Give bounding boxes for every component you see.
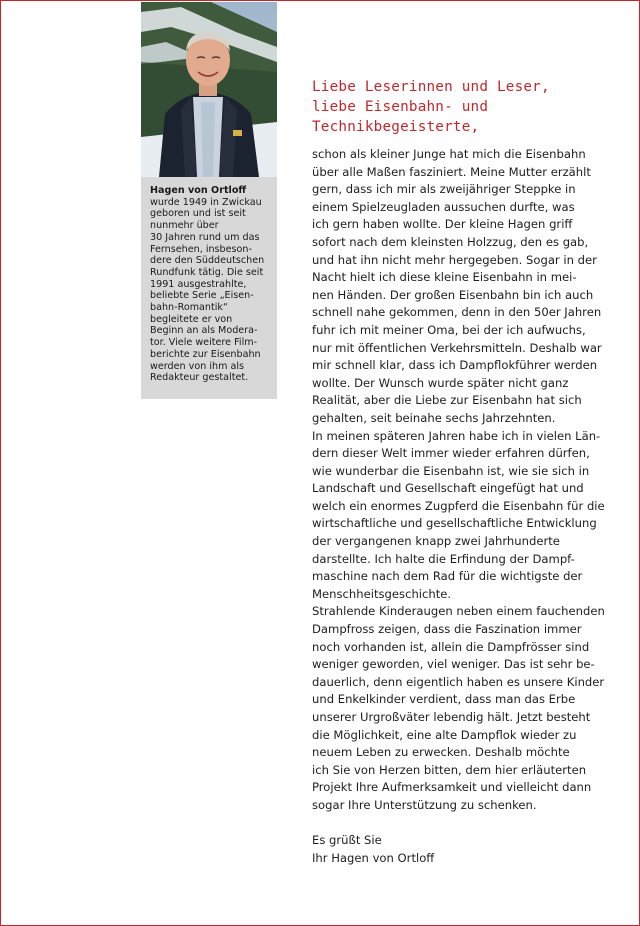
letter-line: gehalten, seit beinahe sechs Jahrzehnten. bbox=[312, 410, 556, 425]
letter-line: unserer Urgroßväter lebendig hält. Jetzt besteht bbox=[312, 710, 591, 724]
bio-line: 30 Jahren rund um das bbox=[150, 231, 260, 243]
letter-line: einem Spielzeugladen aussuchen durfte, was bbox=[312, 199, 575, 214]
letter-line: schon als kleiner Junge hat mich die Eisenbahn bbox=[312, 147, 586, 161]
letter-line: Realität, aber die Liebe zur Eisenbahn hat sich bbox=[312, 393, 582, 408]
letter-line: mir schnell klar, dass ich Dampflokführer werden bbox=[312, 358, 598, 373]
letter-line: wollte. Der Wunsch wurde später nicht ganz bbox=[312, 375, 569, 390]
letter-line: Menschheitsgeschichte. bbox=[312, 586, 452, 601]
letter-line: ich Sie von Herzen bitten, dem hier erläuterten bbox=[312, 762, 587, 777]
closing-greeting: Es grüßt Sie bbox=[312, 833, 382, 848]
heading-line: Technikbegeisterte, bbox=[312, 119, 480, 135]
letter-line: gern, dass ich mir als zweijähriger Steppke in bbox=[312, 182, 576, 197]
bio-line: Fernsehen, insbeson- bbox=[150, 243, 252, 255]
paragraph-spacer bbox=[312, 815, 628, 833]
letter-line: Projekt Ihre Aufmerksamkeit und vielleicht dann bbox=[312, 780, 592, 795]
bio-line: berichte zur Eisenbahn bbox=[150, 348, 261, 360]
letter-line: Nacht hielt ich diese kleine Eisenbahn in mei- bbox=[312, 270, 577, 285]
letter-line: neuem Leben zu erwecken. Deshalb möchte bbox=[312, 745, 570, 760]
bio-line: nunmehr über bbox=[150, 220, 219, 232]
bio-line: werden von ihm als bbox=[150, 360, 245, 372]
author-name: Hagen von Ortloff bbox=[150, 185, 247, 196]
bio-line: geboren und ist seit bbox=[150, 208, 246, 220]
bio-line: wurde 1949 in Zwickau bbox=[150, 196, 262, 208]
bio-line: Rundfunk tätig. Die seit bbox=[150, 266, 264, 278]
letter-line: fuhr ich mit meiner Oma, bei der ich aufwuchs, bbox=[312, 322, 586, 337]
bio-line: Redakteur gestaltet. bbox=[150, 372, 249, 384]
letter-line: Landschaft und Gesellschaft eingefügt hat und bbox=[312, 481, 584, 496]
letter-line: noch vorhanden ist, allein die Dampfrösser sind bbox=[312, 639, 590, 654]
author-bio-caption bbox=[141, 177, 277, 399]
letter-line: welch ein enormes Zugpferd die Eisenbahn für die bbox=[312, 498, 605, 513]
bio-line: bahn-Romantik“ bbox=[150, 302, 228, 314]
letter-line: und Enkelkinder verdient, dass man das Erbe bbox=[312, 692, 576, 707]
letter-line: Strahlende Kinderaugen neben einem fauchenden bbox=[312, 604, 605, 619]
letter-salutation-heading bbox=[312, 77, 632, 137]
letter-line: ich gern haben wollte. Der kleine Hagen griff bbox=[312, 217, 573, 232]
letter-line: sofort nach dem kleinsten Holzzug, den es gab, bbox=[312, 234, 589, 249]
bio-line: begleitete er von bbox=[150, 313, 233, 325]
letter-line: der vergangenen knapp zwei Jahrhunderte bbox=[312, 534, 560, 549]
letter-line: Dampfross zeigen, dass die Faszination immer bbox=[312, 622, 582, 637]
letter-line: wirtschaftliche und gesellschaftliche Entwicklung bbox=[312, 516, 597, 531]
heading-line: liebe Eisenbahn- und bbox=[312, 99, 489, 115]
letter-line: sogar Ihre Unterstützung zu schenken. bbox=[312, 797, 537, 812]
author-portrait-photo bbox=[141, 2, 277, 177]
bio-line: beliebte Serie „Eisen- bbox=[150, 290, 254, 302]
letter-line: dauerlich, denn eigentlich haben es unsere Kinder bbox=[312, 674, 605, 689]
bio-line: dere den Süddeutschen bbox=[150, 255, 265, 267]
closing-signature: Ihr Hagen von Ortloff bbox=[312, 850, 435, 865]
letter-line: dern dieser Welt immer wieder erfahren dürfen, bbox=[312, 446, 590, 461]
letter-body-text bbox=[312, 146, 628, 867]
letter-line: In meinen späteren Jahren habe ich in vielen Län- bbox=[312, 428, 601, 443]
letter-line: weniger geworden, viel weniger. Das ist sehr be- bbox=[312, 657, 595, 672]
letter-line: die Möglichkeit, eine alte Dampflok wieder zu bbox=[312, 727, 577, 742]
letter-line: darstellte. Ich halte die Erfindung der Dampf- bbox=[312, 551, 575, 566]
letter-line: über alle Maßen fasziniert. Meine Mutter erzählt bbox=[312, 164, 591, 179]
letter-line: und hat ihn nicht mehr hergegeben. Sogar in der bbox=[312, 252, 597, 267]
bio-line: 1991 ausgestrahlte, bbox=[150, 278, 247, 290]
bio-line: tor. Viele weitere Film- bbox=[150, 337, 258, 349]
letter-line: maschine nach dem Rad für die wichtigste der bbox=[312, 569, 583, 584]
letter-line: nur mit öffentlichen Verkehrsmitteln. Deshalb war bbox=[312, 340, 602, 355]
bio-line: Beginn an als Modera- bbox=[150, 325, 258, 337]
letter-line: schnell nahe gekommen, denn in den 50er Jahren bbox=[312, 305, 602, 320]
letter-line: nen Händen. Der großen Eisenbahn bin ich auch bbox=[312, 287, 594, 302]
letter-line: wie wunderbar die Eisenbahn ist, wie sie sich in bbox=[312, 463, 590, 478]
heading-line: Liebe Leserinnen und Leser, bbox=[312, 79, 550, 95]
